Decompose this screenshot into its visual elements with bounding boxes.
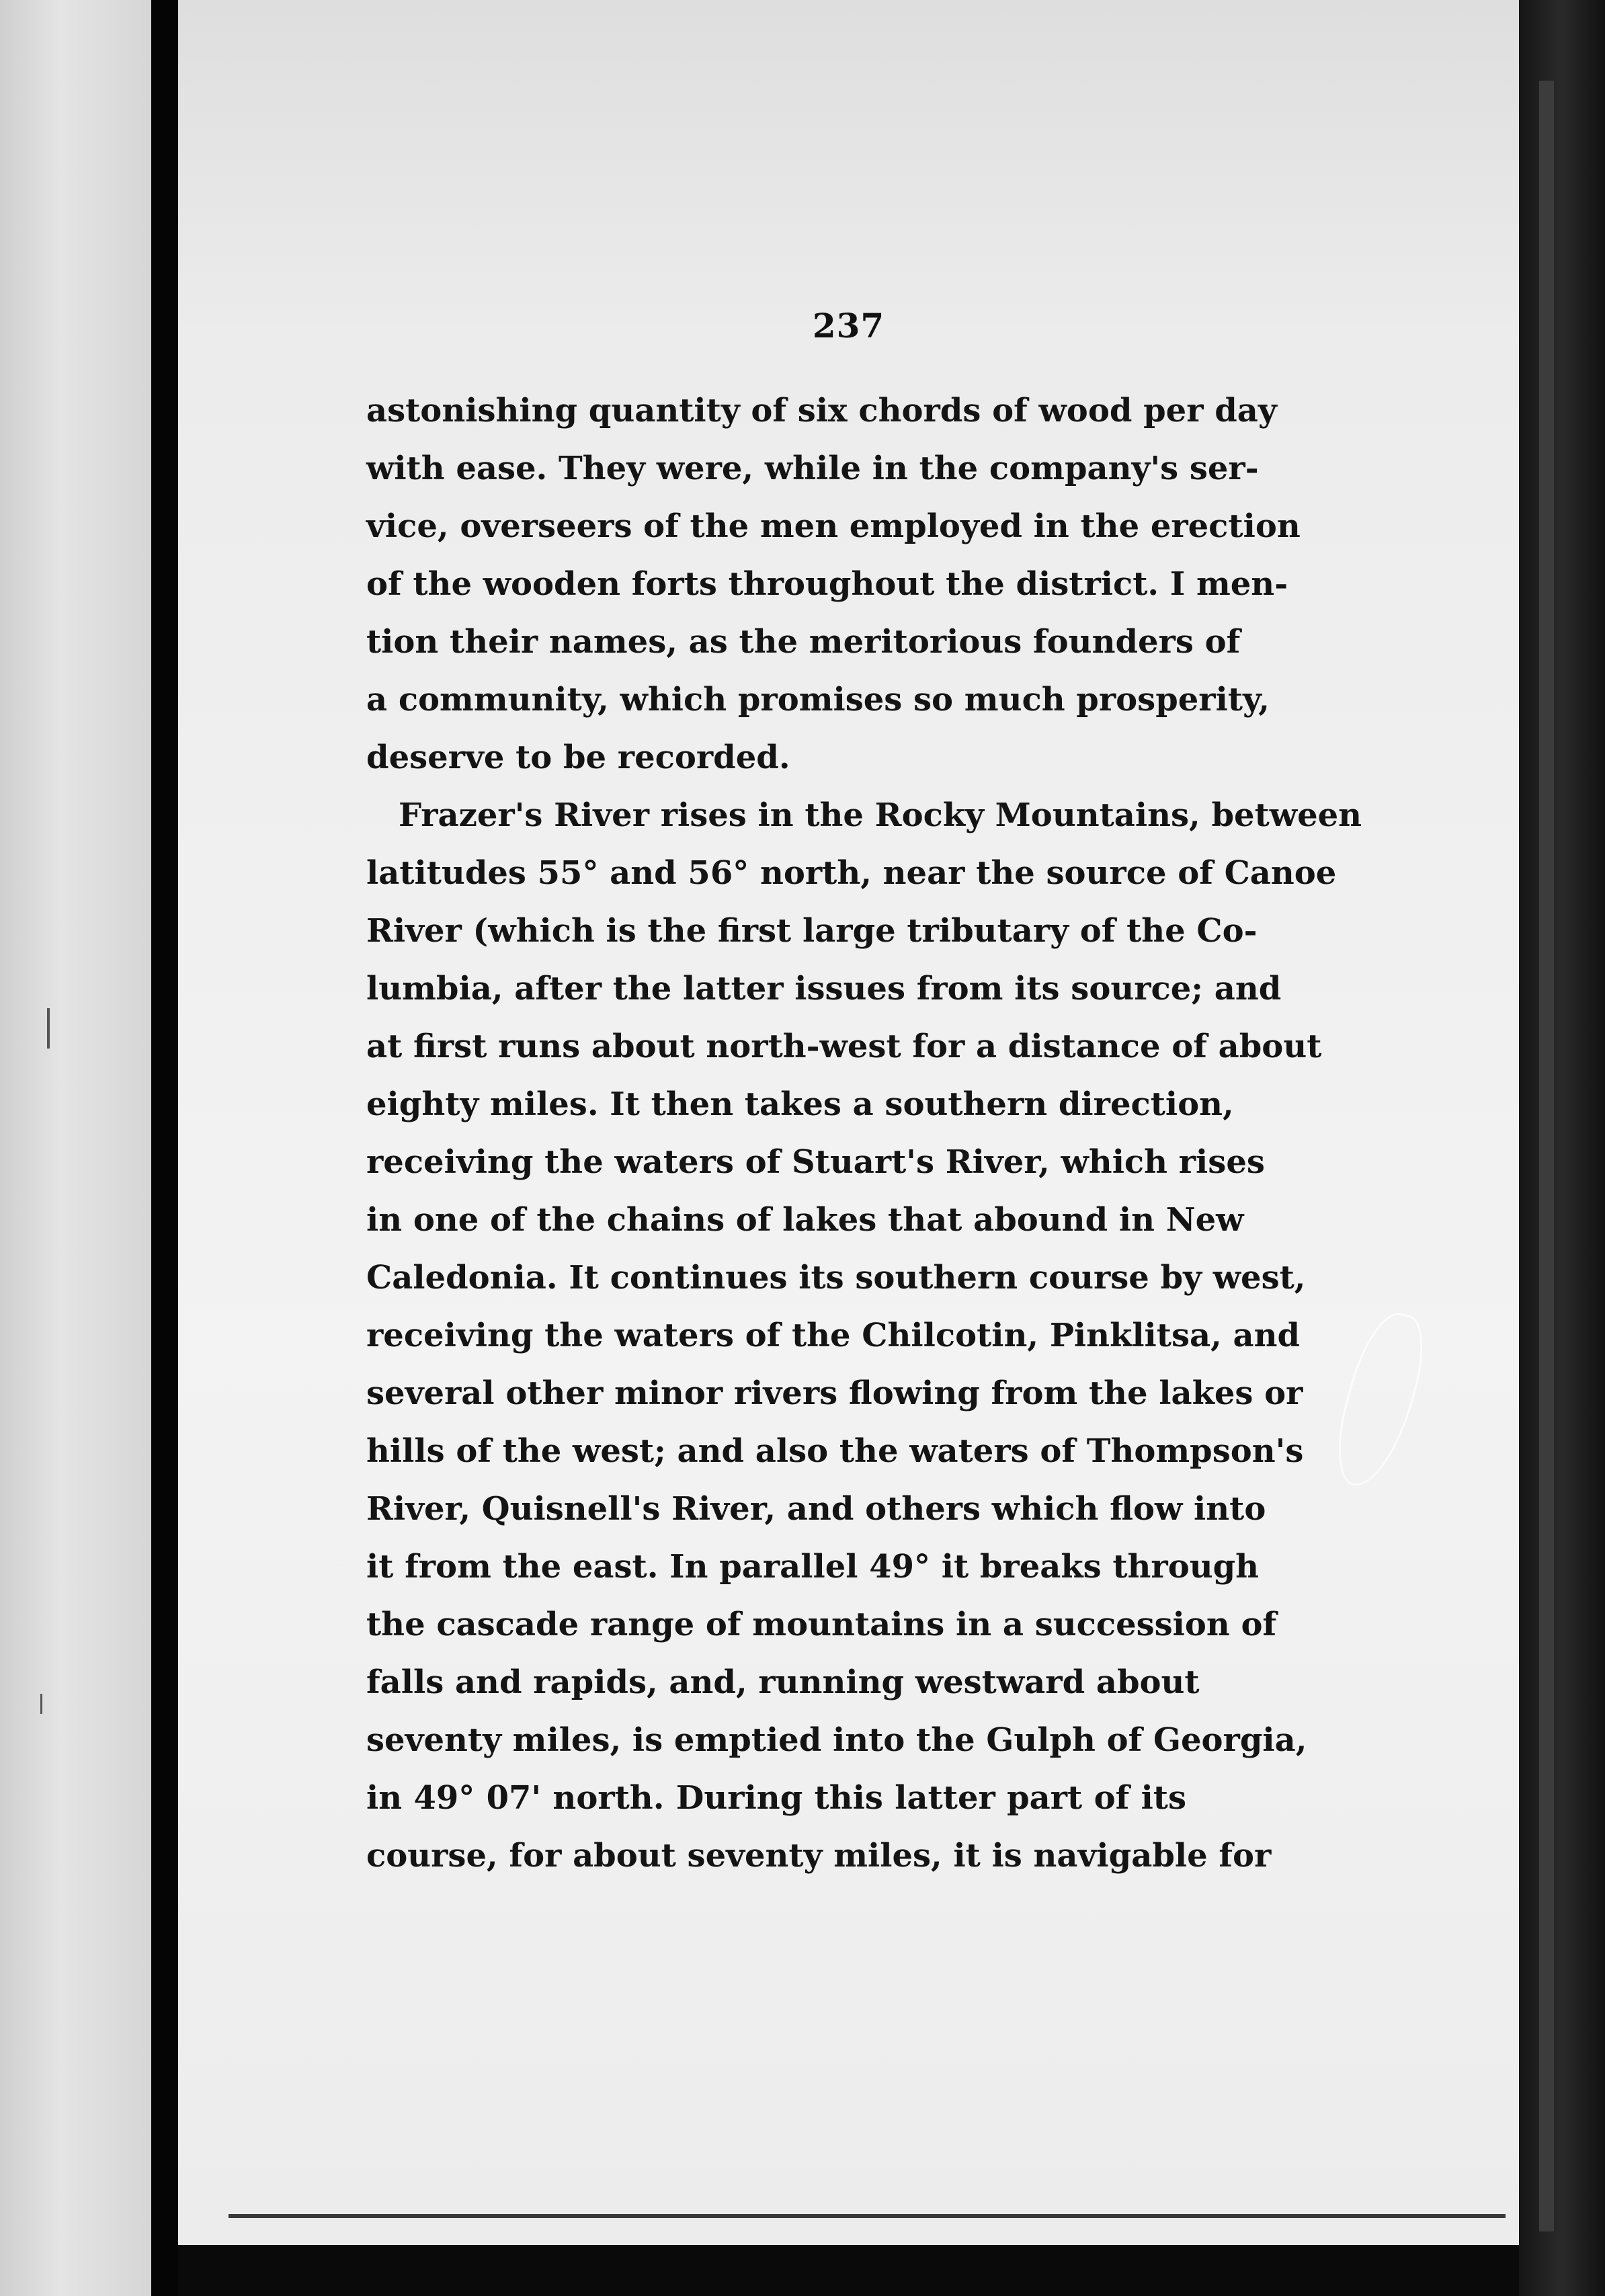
text-line: vice, overseers of the men employed in the erection xyxy=(366,507,1301,545)
text-line: astonishing quantity of six chords of wood per day xyxy=(366,392,1277,429)
text-line: falls and rapids, and, running westward about xyxy=(366,1664,1200,1701)
text-line: eighty miles. It then takes a southern direction, xyxy=(366,1085,1234,1123)
text-line: in 49° 07' north. During this latter part of its xyxy=(366,1779,1186,1817)
paper-stain xyxy=(1325,1305,1434,1495)
text-line: at first runs about north-west for a distance of about xyxy=(366,1028,1322,1065)
text-line: River, Quisnell's River, and others which flow into xyxy=(366,1490,1266,1528)
page-bottom-edge xyxy=(229,2214,1506,2218)
text-line: Caledonia. It continues its southern course by west, xyxy=(366,1259,1306,1297)
text-line: receiving the waters of Stuart's River, which rises xyxy=(366,1143,1265,1181)
text-line: a community, which promises so much prosperity, xyxy=(366,681,1270,719)
text-line: it from the east. In parallel 49° it breaks through xyxy=(366,1548,1260,1586)
text-line: tion their names, as the meritorious founders of xyxy=(366,623,1241,661)
text-line: receiving the waters of the Chilcotin, Pinklitsa, and xyxy=(366,1317,1301,1354)
text-line: River (which is the first large tributary of the Co- xyxy=(366,912,1258,950)
text-line: seventy miles, is emptied into the Gulph of Georgia, xyxy=(366,1721,1307,1759)
text-line: in one of the chains of lakes that abound in New xyxy=(366,1201,1244,1239)
left-page-mark xyxy=(47,1008,50,1049)
text-line: several other minor rivers flowing from the lakes or xyxy=(366,1375,1303,1412)
right-book-edge xyxy=(1519,0,1605,2296)
text-line: deserve to be recorded. xyxy=(366,739,790,776)
text-line: lumbia, after the latter issues from its source; and xyxy=(366,970,1282,1008)
text-line: course, for about seventy miles, it is navigable for xyxy=(366,1837,1272,1875)
book-gutter xyxy=(151,0,178,2296)
left-page-mark xyxy=(40,1694,42,1714)
text-line: with ease. They were, while in the company's ser- xyxy=(366,450,1259,487)
page-number: 237 xyxy=(812,306,885,345)
paragraph xyxy=(366,786,1362,1885)
right-binding-strip xyxy=(1539,81,1554,2231)
text-line: of the wooden forts throughout the district. I men- xyxy=(366,565,1288,603)
text-line: latitudes 55° and 56° north, near the source of Canoe xyxy=(366,854,1337,892)
text-line: Frazer's River rises in the Rocky Mountains, between xyxy=(399,796,1362,834)
text-line: hills of the west; and also the waters of Thompson's xyxy=(366,1432,1304,1470)
body-text xyxy=(366,382,1362,1885)
left-page-edge xyxy=(0,0,151,2296)
text-line: the cascade range of mountains in a succession of xyxy=(366,1606,1277,1643)
paragraph xyxy=(366,382,1301,786)
